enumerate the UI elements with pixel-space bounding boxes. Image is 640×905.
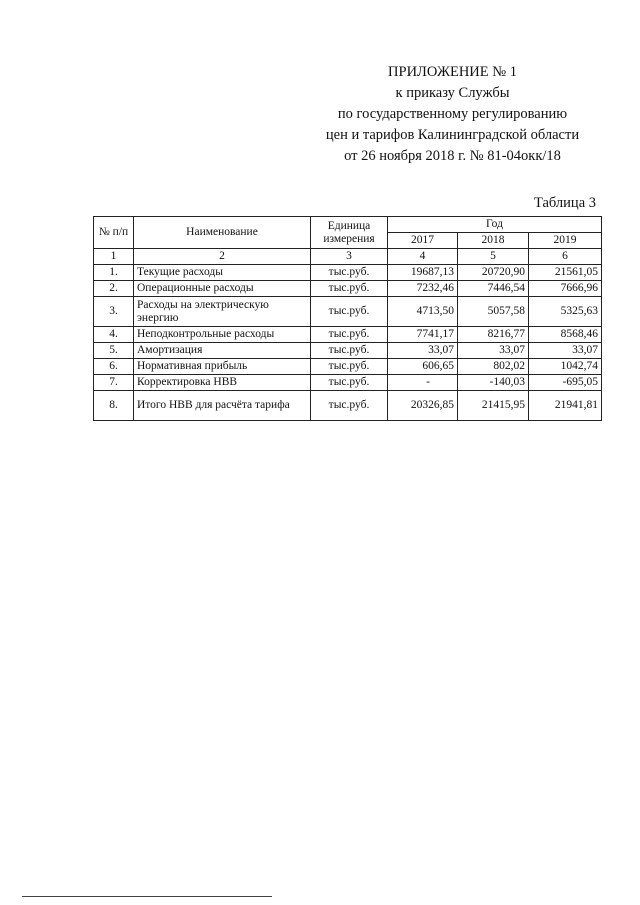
- row-value-2018: 8216,77: [458, 327, 529, 343]
- index-cell: 4: [388, 249, 458, 265]
- row-num: 1.: [94, 265, 134, 281]
- row-unit: тыс.руб.: [311, 265, 388, 281]
- row-name: Итого НВВ для расчёта тарифа: [134, 391, 311, 421]
- row-unit: тыс.руб.: [311, 281, 388, 297]
- header-year-2019: 2019: [529, 233, 602, 249]
- row-num: 7.: [94, 375, 134, 391]
- row-value-2018: 20720,90: [458, 265, 529, 281]
- row-value-2018: 802,02: [458, 359, 529, 375]
- table-body: [94, 265, 602, 421]
- row-value-2019: 7666,96: [529, 281, 602, 297]
- appendix-region-line: цен и тарифов Калининградской области: [325, 127, 580, 143]
- row-value-2017: 7741,17: [388, 327, 458, 343]
- row-name: Нормативная прибыль: [134, 359, 311, 375]
- row-value-2019: 21941,81: [529, 391, 602, 421]
- row-name: Операционные расходы: [134, 281, 311, 297]
- row-name: Расходы на электрическую энергию: [134, 297, 311, 327]
- row-num: 2.: [94, 281, 134, 297]
- index-cell: 2: [134, 249, 311, 265]
- table-label: Таблица 3: [533, 195, 596, 211]
- row-num: 6.: [94, 359, 134, 375]
- index-row: [94, 249, 602, 265]
- row-num: 4.: [94, 327, 134, 343]
- row-value-2019: -695,05: [529, 375, 602, 391]
- row-unit: тыс.руб.: [311, 343, 388, 359]
- table-row: [94, 281, 602, 297]
- row-value-2017: 33,07: [388, 343, 458, 359]
- row-value-2017: 7232,46: [388, 281, 458, 297]
- row-value-2017: 4713,50: [388, 297, 458, 327]
- row-num: 8.: [94, 391, 134, 421]
- header-year: Год: [388, 217, 602, 233]
- row-value-2019: 5325,63: [529, 297, 602, 327]
- row-value-2019: 8568,46: [529, 327, 602, 343]
- row-value-2018: -140,03: [458, 375, 529, 391]
- table-row: [94, 327, 602, 343]
- header-year-2018: 2018: [458, 233, 529, 249]
- header-name: Наименование: [134, 217, 311, 249]
- row-unit: тыс.руб.: [311, 327, 388, 343]
- row-name: Неподконтрольные расходы: [134, 327, 311, 343]
- row-value-2018: 33,07: [458, 343, 529, 359]
- table-row: [94, 359, 602, 375]
- row-value-2017: 20326,85: [388, 391, 458, 421]
- row-name: Корректировка НВВ: [134, 375, 311, 391]
- header-year-2017: 2017: [388, 233, 458, 249]
- row-unit: тыс.руб.: [311, 391, 388, 421]
- row-value-2017: -: [388, 375, 458, 391]
- row-unit: тыс.руб.: [311, 375, 388, 391]
- index-cell: 1: [94, 249, 134, 265]
- header-num: № п/п: [94, 217, 134, 249]
- appendix-title: ПРИЛОЖЕНИЕ № 1: [388, 64, 517, 80]
- row-name: Амортизация: [134, 343, 311, 359]
- appendix-order-line: к приказу Службы: [395, 85, 510, 101]
- index-cell: 5: [458, 249, 529, 265]
- row-num: 5.: [94, 343, 134, 359]
- appendix-header: [300, 62, 605, 167]
- index-cell: 6: [529, 249, 602, 265]
- header-unit: Единица измерения: [311, 217, 388, 249]
- table-row: [94, 265, 602, 281]
- row-name: Текущие расходы: [134, 265, 311, 281]
- table-row: [94, 297, 602, 327]
- row-num: 3.: [94, 297, 134, 327]
- table-header: [94, 217, 602, 265]
- row-value-2018: 5057,58: [458, 297, 529, 327]
- table-row: [94, 343, 602, 359]
- row-value-2017: 19687,13: [388, 265, 458, 281]
- appendix-date-line: от 26 ноября 2018 г. № 81-04окк/18: [344, 148, 561, 164]
- row-value-2017: 606,65: [388, 359, 458, 375]
- index-cell: 3: [311, 249, 388, 265]
- tariff-table: [93, 216, 602, 421]
- appendix-authority-line: по государственному регулированию: [337, 106, 568, 122]
- row-unit: тыс.руб.: [311, 359, 388, 375]
- row-value-2019: 1042,74: [529, 359, 602, 375]
- row-value-2019: 21561,05: [529, 265, 602, 281]
- row-unit: тыс.руб.: [311, 297, 388, 327]
- row-value-2018: 21415,95: [458, 391, 529, 421]
- table-row: [94, 391, 602, 421]
- row-value-2019: 33,07: [529, 343, 602, 359]
- table-row: [94, 375, 602, 391]
- footer-divider: [22, 896, 272, 897]
- row-value-2018: 7446,54: [458, 281, 529, 297]
